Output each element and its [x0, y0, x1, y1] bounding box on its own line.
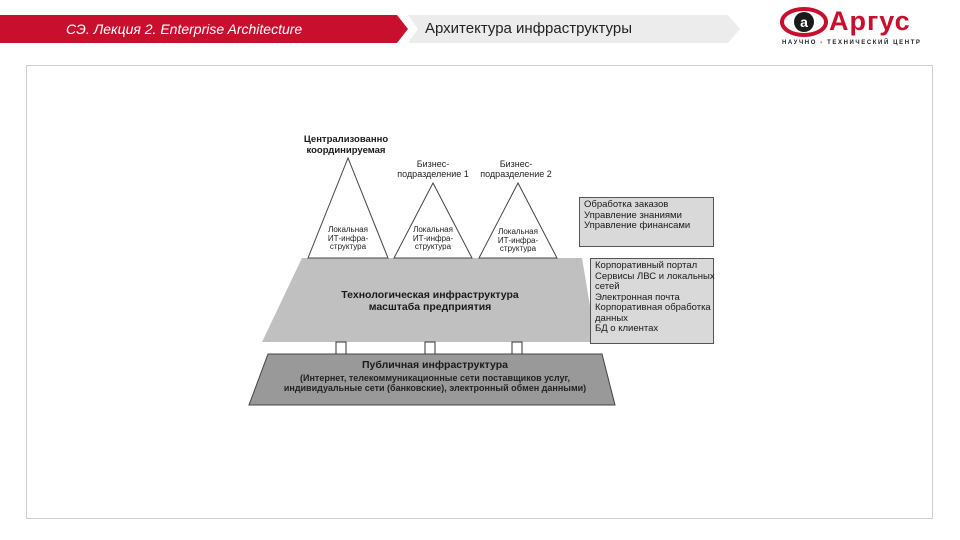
svg-text:а: а — [800, 14, 808, 30]
course-title: СЭ. Лекция 2. Enterprise Architecture — [66, 21, 303, 37]
logo-tagline: НАУЧНО - ТЕХНИЧЕСКИЙ ЦЕНТР — [782, 40, 922, 46]
logo-wordmark: Аргус — [829, 6, 911, 36]
local-infra-label-central: Локальная ИТ-инфра- структура — [327, 225, 369, 251]
slide-title: Архитектура инфраструктуры — [425, 20, 633, 37]
local-infra-label-unit1: Локальная ИТ-инфра- структура — [412, 225, 454, 251]
peak-unit1-title: Бизнес- подразделение 1 — [397, 159, 469, 179]
services-box: Корпоративный портал Сервисы ЛВС и локальных сетей Электронная почта Корпоративная обработка данных БД о клиентах — [590, 258, 714, 344]
local-infra-label-unit2: Локальная ИТ-инфра- структура — [497, 227, 539, 253]
connector-lines — [336, 342, 522, 354]
public-infra-title: Публичная инфраструктура — [361, 359, 508, 371]
public-infra-desc: (Интернет, телекоммуникационные сети поставщиков услуг, индивидуальные сети (банковские), электронный обмен данными) — [283, 373, 587, 393]
applications-box: Обработка заказов Управление знаниями Управление финансами — [579, 197, 714, 247]
peak-unit2-title: Бизнес- подразделение 2 — [480, 159, 552, 179]
peak-central-title: Централизованно координируемая — [303, 134, 389, 156]
enterprise-infra-label: Технологическая инфраструктура масштаба предприятия — [341, 289, 519, 313]
